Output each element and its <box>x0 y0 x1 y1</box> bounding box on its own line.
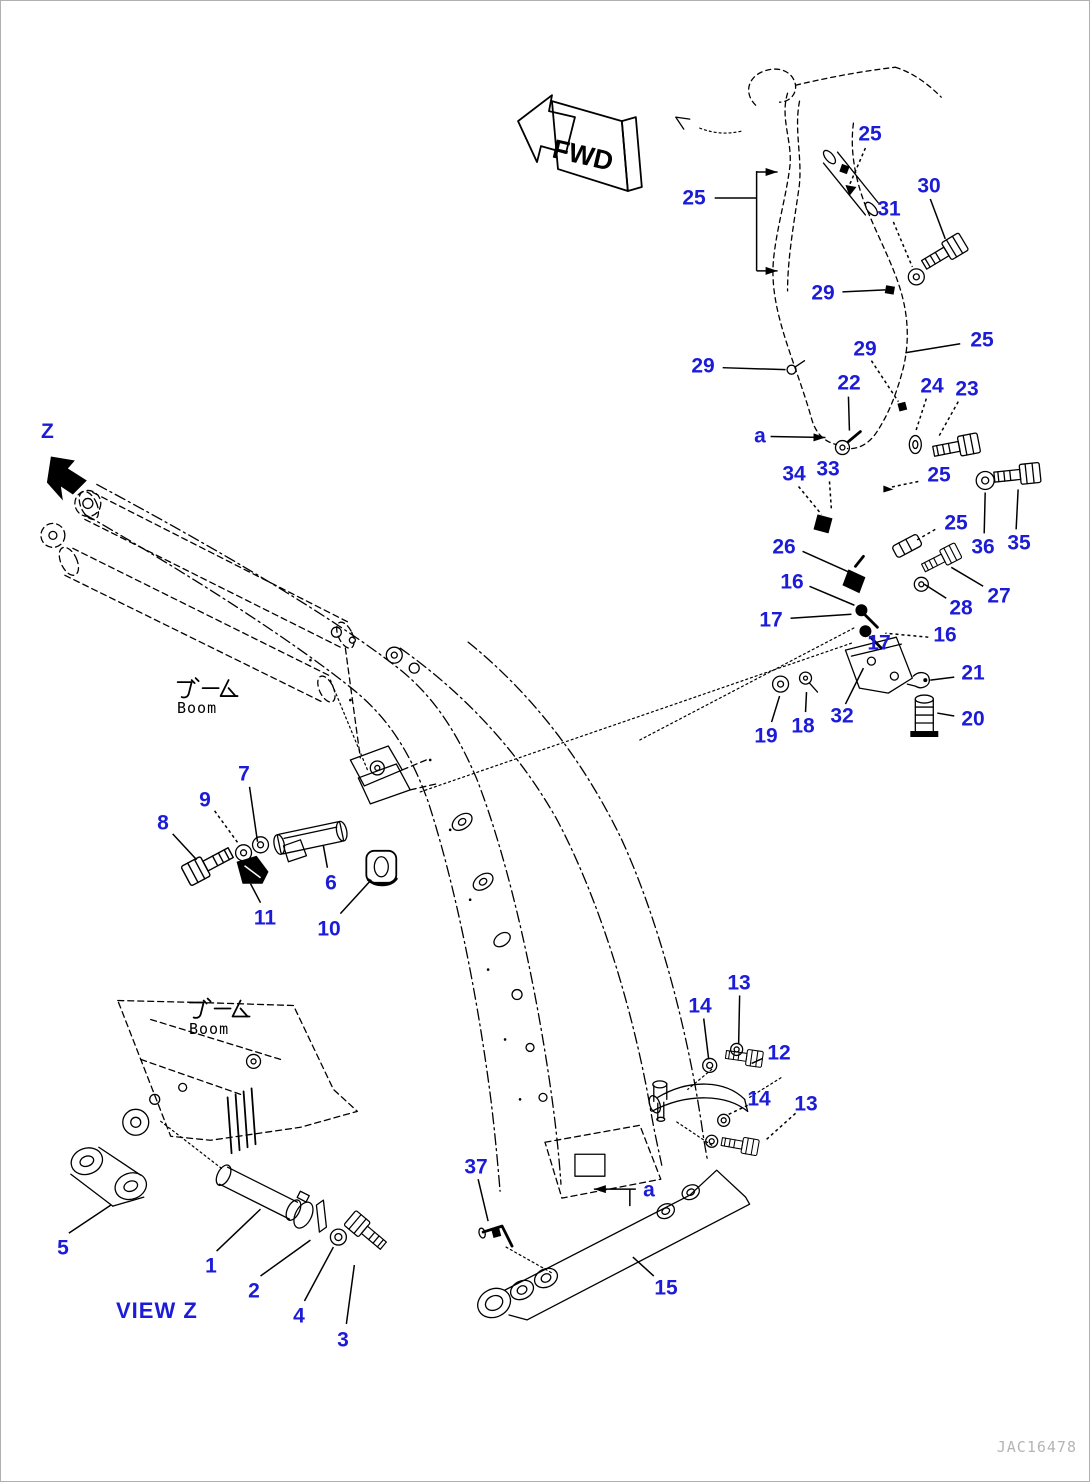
callout-25: 25 <box>970 328 994 352</box>
leader-line <box>810 586 855 605</box>
callout-28: 28 <box>949 596 973 620</box>
leader-line <box>340 880 371 914</box>
callout-18: 18 <box>791 714 815 738</box>
leader-arrowhead <box>766 267 778 275</box>
callout-9: 9 <box>199 788 211 812</box>
leader-arrowhead <box>766 168 778 176</box>
callout-13: 13 <box>794 1092 818 1116</box>
callout-4: 4 <box>293 1304 305 1328</box>
leader-line <box>848 397 849 431</box>
callout-31: 31 <box>877 197 901 221</box>
callout-14: 14 <box>688 994 712 1018</box>
callout-30: 30 <box>917 174 941 198</box>
leader-line <box>930 199 945 239</box>
leader-line <box>346 1265 354 1324</box>
leader-line <box>916 529 935 540</box>
callout-15: 15 <box>654 1276 678 1300</box>
callout-a: a <box>643 1178 655 1202</box>
leader-line <box>173 834 197 860</box>
leader-line <box>829 481 831 510</box>
boom-label-2 <box>189 1000 229 1038</box>
callout-24: 24 <box>920 374 944 398</box>
boom-label-1 <box>177 679 217 717</box>
fwd-plate-icon <box>518 95 642 191</box>
boom-label-2-en: Boom <box>189 1020 230 1038</box>
callout-25: 25 <box>944 511 968 535</box>
fwd-label: FWD <box>549 133 617 177</box>
callout-20: 20 <box>961 707 985 731</box>
callout-25: 25 <box>927 463 951 487</box>
callout-33: 33 <box>816 457 840 481</box>
leader-line <box>791 614 852 618</box>
callout-2: 2 <box>248 1279 260 1303</box>
view-z-detail <box>67 1001 389 1253</box>
callout-29: 29 <box>853 337 877 361</box>
callout-29: 29 <box>691 354 715 378</box>
boom-foot <box>473 1125 750 1323</box>
leader-line <box>842 290 885 292</box>
leader-line <box>984 492 985 533</box>
leader-line <box>924 584 946 598</box>
leader-line <box>250 787 258 842</box>
callout-17: 17 <box>867 631 891 655</box>
callout-a: a <box>754 424 766 448</box>
callout-8: 8 <box>157 811 169 835</box>
leader-line <box>217 1209 261 1251</box>
callout-16: 16 <box>933 623 957 647</box>
callout-10: 10 <box>317 917 341 941</box>
leader-line <box>723 368 786 370</box>
callout-23: 23 <box>955 377 979 401</box>
leader-line <box>937 713 954 716</box>
callout-27: 27 <box>987 584 1011 608</box>
callout-16: 16 <box>780 570 804 594</box>
leader-line <box>215 811 239 844</box>
leader-line <box>766 1113 796 1140</box>
boom-label-1-en: Boom <box>177 699 218 717</box>
leader-line <box>323 846 327 868</box>
leader-line <box>69 1205 111 1233</box>
callout-34: 34 <box>782 462 806 486</box>
leader-lines <box>69 148 1018 1324</box>
callout-19: 19 <box>754 724 778 748</box>
hose-assembly <box>676 67 942 448</box>
leader-line <box>478 1179 488 1221</box>
callout-7: 7 <box>238 762 250 786</box>
view-z-title: VIEW Z <box>116 1298 198 1323</box>
leader-line <box>889 481 918 487</box>
fitting-glyphs <box>773 164 1041 737</box>
callout-22: 22 <box>837 371 861 395</box>
callout-36: 36 <box>971 535 995 559</box>
callout-21: 21 <box>961 661 985 685</box>
leader-line <box>803 551 850 572</box>
leader-line <box>251 884 261 903</box>
callout-35: 35 <box>1007 531 1031 555</box>
leader-line <box>261 1240 311 1276</box>
callout-17: 17 <box>759 608 783 632</box>
view-z-marker: Z <box>41 420 54 443</box>
callout-29: 29 <box>811 281 835 305</box>
callout-25: 25 <box>858 122 882 146</box>
callout-32: 32 <box>830 704 854 728</box>
leader-line <box>885 633 928 637</box>
callout-1: 1 <box>205 1254 217 1278</box>
leader-line <box>772 696 780 722</box>
callout-26: 26 <box>772 535 796 559</box>
leader-line <box>739 996 740 1044</box>
leader-line <box>727 1105 748 1115</box>
callout-12: 12 <box>767 1041 791 1065</box>
callout-37: 37 <box>464 1155 488 1179</box>
callout-3: 3 <box>337 1328 349 1352</box>
leader-line <box>806 692 807 712</box>
leader-line <box>799 486 822 514</box>
leader-line <box>304 1247 333 1301</box>
callout-14: 14 <box>747 1087 771 1111</box>
callout-25: 25 <box>682 186 706 210</box>
leader-line <box>1016 489 1018 529</box>
leader-line <box>951 567 983 586</box>
leader-line <box>905 344 960 353</box>
main-boom-outline <box>85 484 856 1191</box>
leader-line <box>939 402 958 436</box>
pin-and-bolt-cluster <box>181 820 396 886</box>
leader-line <box>915 399 926 433</box>
callout-11: 11 <box>253 906 277 930</box>
leader-line <box>704 1018 709 1059</box>
leader-line <box>930 677 954 680</box>
diagram-line-art <box>1 1 1089 1481</box>
callout-6: 6 <box>325 871 337 895</box>
upper-arm-tubes <box>41 488 368 771</box>
leader-line <box>893 222 912 267</box>
callout-5: 5 <box>57 1236 69 1260</box>
drawing-number: JAC16478 <box>996 1438 1077 1456</box>
callout-13: 13 <box>727 971 751 995</box>
